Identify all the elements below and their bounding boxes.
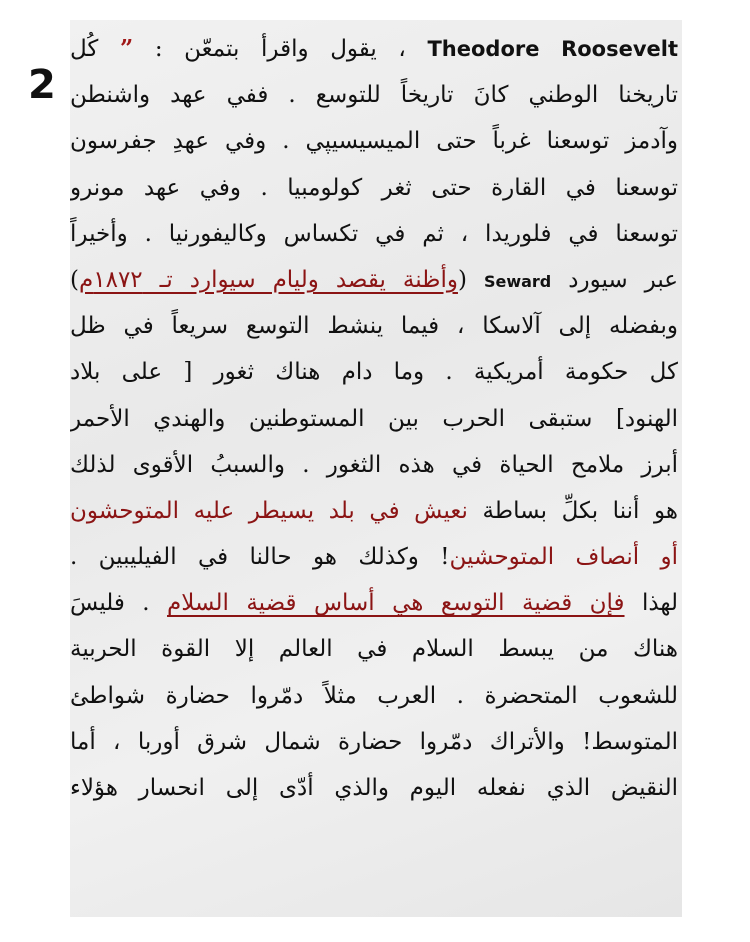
seward-name: Seward — [483, 271, 552, 291]
line-1-end: كُل — [70, 36, 99, 62]
line-6-before: عبر سيورد — [568, 266, 678, 293]
line-12-after: ! وكذلك هو حالنا في الفيليبين . — [70, 544, 450, 571]
line-11-before: هو أننا بكلِّ بساطة — [482, 497, 678, 524]
text-line-13 — [70, 580, 678, 626]
quote-text-block — [70, 26, 678, 811]
line-13-after: . فليسَ — [70, 590, 150, 617]
text-line-1 — [70, 26, 678, 72]
line-13-before: لهذا — [641, 590, 678, 617]
author-name: Theodore Roosevelt — [427, 37, 678, 61]
paren-close: ) — [70, 266, 79, 293]
text-line-2: تاريخنا الوطني كانَ تاريخاً للتوسع . ففي عهد واشنطن — [70, 82, 678, 109]
text-line-12 — [70, 534, 678, 580]
page-number: 2 — [28, 62, 56, 108]
text-line-9: الهنود] ستبقى الحرب بين المستوطنين والهندي الأحمر — [70, 405, 678, 432]
paren-open: ( — [457, 266, 467, 293]
text-line-6 — [70, 257, 678, 303]
text-line-7: وبفضله إلى آلاسكا ، فيما ينشط التوسع سريعاً في ظل — [70, 313, 678, 340]
text-line-14: هناك من يبسط السلام في العالم إلا القوة الحربية — [70, 636, 678, 663]
seward-note-link[interactable]: وأظنة يقصد وليام سيوارد تـ ١٨٧٢م — [78, 266, 458, 293]
intro-phrase: ، يقول واقرأ بتمعّن : — [133, 36, 406, 62]
highlight-savages: نعيش في بلد يسيطر عليه المتوحشون — [70, 497, 468, 524]
text-line-8: كل حكومة أمريكية . وما دام هناك ثغور [ على بلاد — [70, 359, 678, 386]
text-line-5: توسعنا في فلوريدا ، ثم في تكساس وكاليفورنيا . وأخيراً — [70, 220, 678, 247]
text-line-16: المتوسط! والأتراك دمّروا حضارة شمال شرق أوربا ، أما — [70, 728, 678, 755]
highlight-expansion-peace: فإن قضية التوسع هي أساس قضية السلام — [167, 590, 625, 617]
text-line-15: للشعوب المتحضرة . العرب مثلاً دمّروا حضارة شواطئ — [70, 682, 678, 709]
text-line-10: أبرز ملامح الحياة في هذه الثغور . والسببُ الأقوى لذلك — [70, 451, 678, 478]
text-line-17: النقيض الذي نفعله اليوم والذي أدّى إلى انحسار هؤلاء — [70, 775, 678, 801]
text-line-4: توسعنا في القارة حتى ثغر كولومبيا . وفي عهد مونرو — [70, 174, 678, 201]
opening-quote-mark: ” — [119, 35, 134, 62]
text-line-11 — [70, 488, 678, 534]
text-line-3: وآدمز توسعنا غرباً حتى الميسيسيپي . وفي عهدِ جفرسون — [70, 128, 678, 155]
highlight-half-savages: أو أنصاف المتوحشين — [449, 544, 678, 571]
